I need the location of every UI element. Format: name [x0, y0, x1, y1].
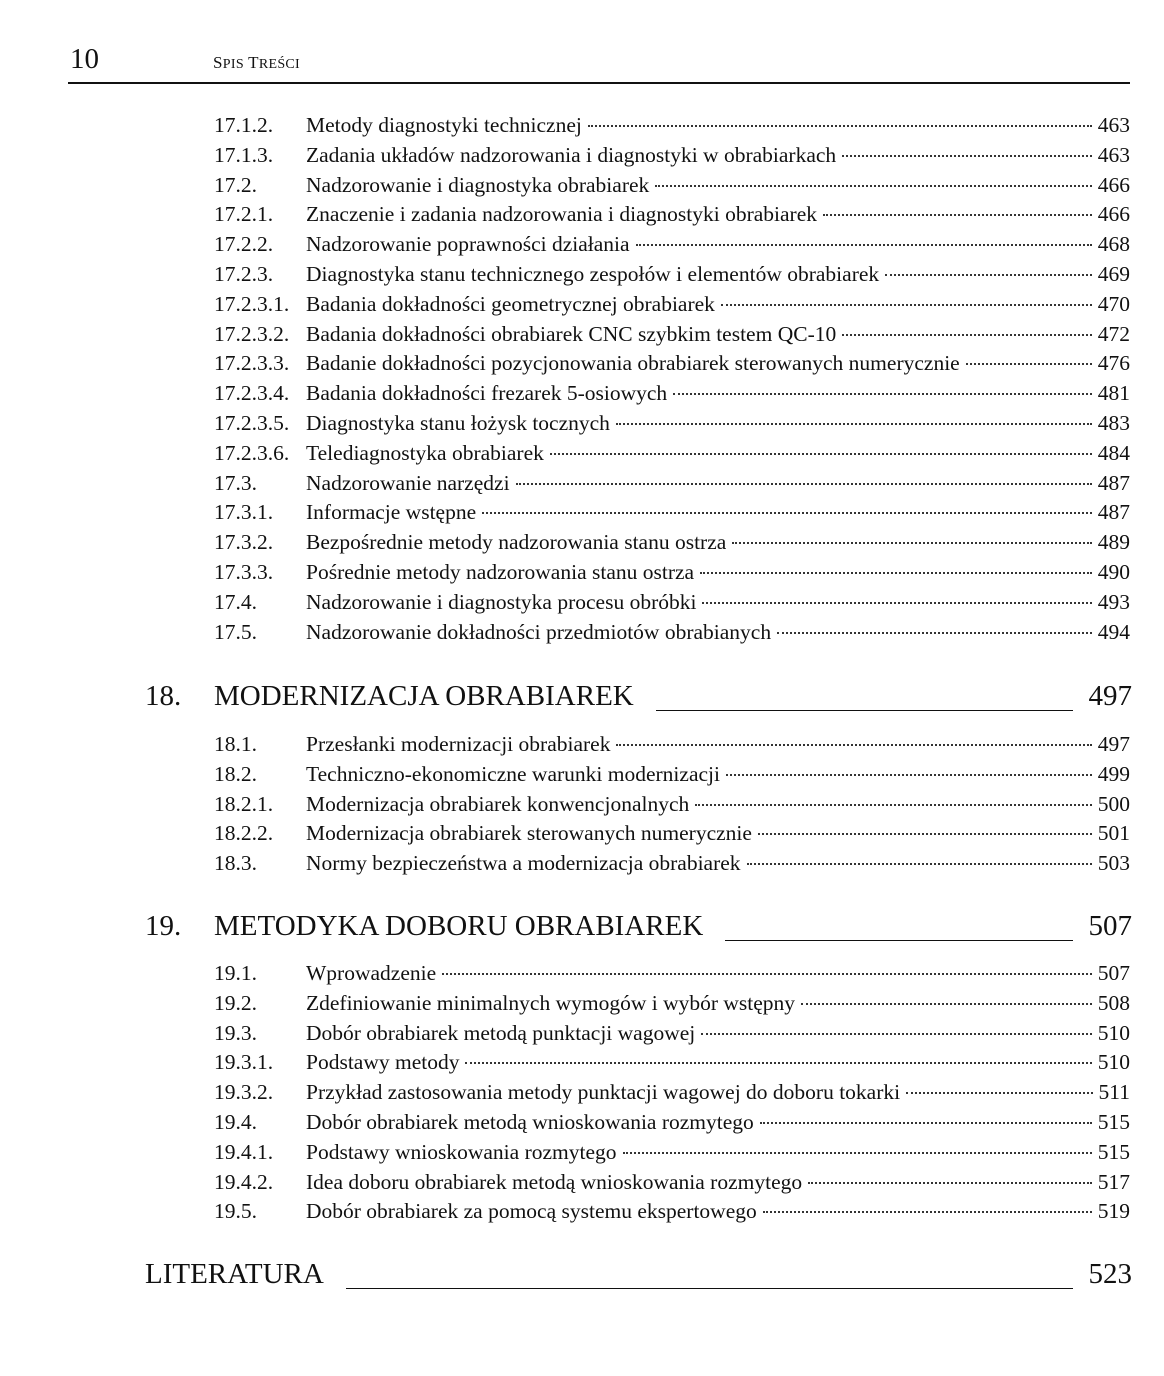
dot-leader [550, 453, 1092, 455]
toc-entry [214, 441, 1130, 471]
toc-entry [214, 232, 1130, 262]
dot-leader [616, 744, 1091, 746]
entry-page: 487 [1097, 470, 1130, 495]
entry-page: 463 [1097, 113, 1130, 137]
dot-leader [732, 542, 1091, 544]
toc-entry [214, 961, 1130, 991]
entry-number: 19.1. [214, 961, 257, 985]
toc-entry [214, 991, 1130, 1021]
entry-title: Metody diagnostyki technicznej [306, 113, 582, 137]
toc-entry [214, 560, 1130, 590]
entry-page: 484 [1097, 440, 1130, 465]
dot-leader [808, 1182, 1092, 1184]
entry-number: 17.3.1. [214, 500, 274, 525]
toc-entry [214, 1050, 1130, 1080]
entry-number: 19.5. [214, 1199, 257, 1224]
page-number: 10 [70, 43, 99, 75]
toc-entry [214, 530, 1130, 560]
entry-title: Modernizacja obrabiarek sterowanych numerycznie [306, 821, 752, 846]
entry-page: 476 [1097, 351, 1130, 376]
toc-entry [214, 381, 1130, 411]
entry-title: Diagnostyka stanu technicznego zespołów i elementów obrabiarek [306, 262, 880, 286]
entry-page: 515 [1097, 1110, 1130, 1134]
entry-title: Dobór obrabiarek za pomocą systemu ekspertowego [306, 1199, 757, 1224]
entry-title: Nadzorowanie i diagnostyka procesu obróbki [306, 589, 697, 614]
entry-number: 17.1.3. [214, 142, 274, 167]
entry-number: 19.4.2. [214, 1169, 274, 1194]
toc-entry [214, 500, 1130, 530]
dot-leader [701, 1033, 1091, 1035]
chapter-rule [346, 1288, 1073, 1289]
chapter-number: 19. [145, 910, 182, 942]
entry-page: 472 [1097, 321, 1130, 346]
toc-entry [214, 471, 1130, 501]
entry-title: Dobór obrabiarek metodą wnioskowania rozmytego [306, 1110, 754, 1134]
entry-number: 19.2. [214, 990, 257, 1015]
chapter-heading [145, 910, 1132, 950]
chapter-heading [145, 1258, 1132, 1298]
chapter-number: 18. [145, 680, 182, 712]
dot-leader [655, 185, 1091, 187]
entry-page: 500 [1097, 791, 1130, 816]
entry-title: Zadania układów nadzorowania i diagnostyki w obrabiarkach [306, 142, 837, 167]
entry-page: 468 [1097, 232, 1130, 257]
entry-page: 483 [1097, 411, 1130, 435]
entry-number: 19.3.1. [214, 1050, 274, 1075]
entry-page: 489 [1097, 530, 1130, 555]
dot-leader [842, 155, 1092, 157]
entry-number: 17.3.2. [214, 530, 274, 555]
entry-number: 19.3. [214, 1020, 257, 1045]
dot-leader [702, 602, 1091, 604]
entry-page: 481 [1097, 381, 1130, 406]
dot-leader [482, 512, 1092, 514]
entry-title: Idea doboru obrabiarek metodą wnioskowania rozmytego [306, 1169, 803, 1194]
entry-page: 469 [1097, 262, 1130, 286]
toc-entry [214, 792, 1130, 822]
toc-entry [214, 1021, 1130, 1051]
page-header [68, 40, 1130, 84]
dot-leader [695, 804, 1091, 806]
toc-entry [214, 1199, 1130, 1229]
entry-title: Nadzorowanie narzędzi [306, 470, 510, 495]
entry-page: 463 [1097, 142, 1130, 167]
dot-leader [885, 274, 1092, 276]
entry-page: 501 [1097, 821, 1130, 846]
toc-entry [214, 821, 1130, 851]
toc-entry [214, 143, 1130, 173]
dot-leader [721, 304, 1092, 306]
chapter-heading [145, 680, 1132, 720]
dot-leader [516, 483, 1092, 485]
entry-page: 470 [1097, 291, 1130, 316]
toc-entry [214, 173, 1130, 203]
dot-leader [726, 774, 1092, 776]
entry-number: 17.2.2. [214, 232, 274, 257]
dot-leader [777, 632, 1092, 634]
chapter-title: MODERNIZACJA OBRABIAREK [214, 680, 634, 712]
chapter-page: 523 [1088, 1258, 1132, 1290]
dot-leader [465, 1062, 1091, 1064]
dot-leader [636, 244, 1092, 246]
entry-number: 17.2.3.5. [214, 411, 290, 435]
entry-number: 17.1.2. [214, 113, 274, 137]
dot-leader [823, 214, 1092, 216]
entry-title: Przykład zastosowania metody punktacji wagowej do doboru tokarki [306, 1080, 901, 1105]
chapter-title: METODYKA DOBORU OBRABIAREK [214, 910, 704, 942]
entry-page: 515 [1097, 1139, 1130, 1164]
entry-page: 517 [1097, 1169, 1130, 1194]
entry-number: 18.3. [214, 851, 257, 876]
entry-number: 17.2.3.3. [214, 351, 290, 376]
toc-entry [214, 762, 1130, 792]
dot-leader [966, 363, 1092, 365]
entry-number: 17.5. [214, 619, 257, 644]
entry-title: Bezpośrednie metody nadzorowania stanu ostrza [306, 530, 727, 555]
chapter-rule [725, 940, 1072, 941]
toc-entry [214, 1080, 1130, 1110]
toc-entry [214, 1110, 1130, 1140]
entry-title: Zdefiniowanie minimalnych wymogów i wybór wstępny [306, 990, 796, 1015]
entry-page: 510 [1097, 1020, 1130, 1045]
entry-title: Podstawy metody [306, 1050, 460, 1075]
entry-page: 466 [1097, 172, 1130, 197]
entry-title: Nadzorowanie i diagnostyka obrabiarek [306, 172, 650, 197]
dot-leader [906, 1092, 1092, 1094]
chapter-title: LITERATURA [145, 1258, 324, 1290]
entry-number: 18.2.1. [214, 791, 274, 816]
entry-page: 493 [1097, 589, 1130, 614]
entry-title: Podstawy wnioskowania rozmytego [306, 1139, 617, 1164]
chapter-page: 497 [1088, 680, 1132, 712]
entry-title: Techniczno-ekonomiczne warunki modernizacji [306, 761, 720, 786]
chapter-page: 507 [1088, 910, 1132, 942]
dot-leader [758, 833, 1092, 835]
dot-leader [588, 125, 1092, 127]
toc-entry [214, 351, 1130, 381]
entry-title: Normy bezpieczeństwa a modernizacja obrabiarek [306, 851, 741, 876]
dot-leader [442, 973, 1092, 975]
toc-entry [214, 1170, 1130, 1200]
toc-entry [214, 202, 1130, 232]
entry-page: 503 [1097, 851, 1130, 876]
entry-page: 494 [1097, 619, 1130, 644]
entry-title: Diagnostyka stanu łożysk tocznych [306, 411, 610, 435]
toc-entry [214, 851, 1130, 881]
entry-number: 17.2.3. [214, 262, 274, 286]
dot-leader [842, 334, 1092, 336]
entry-number: 17.2.3.2. [214, 321, 290, 346]
toc-entry [214, 590, 1130, 620]
dot-leader [763, 1211, 1092, 1213]
entry-title: Pośrednie metody nadzorowania stanu ostrza [306, 560, 695, 584]
entry-title: Badanie dokładności pozycjonowania obrabiarek sterowanych numerycznie [306, 351, 960, 376]
entry-page: 487 [1097, 500, 1130, 525]
chapter-rule [656, 710, 1073, 711]
entry-number: 18.2.2. [214, 821, 274, 846]
entry-page: 490 [1097, 560, 1130, 584]
entry-page: 519 [1097, 1199, 1130, 1224]
entry-number: 17.4. [214, 589, 257, 614]
entry-number: 18.1. [214, 732, 257, 756]
entry-number: 17.2.3.6. [214, 440, 290, 465]
entry-title: Modernizacja obrabiarek konwencjonalnych [306, 791, 690, 816]
dot-leader [747, 863, 1092, 865]
entry-title: Nadzorowanie poprawności działania [306, 232, 630, 257]
dot-leader [801, 1003, 1092, 1005]
entry-page: 497 [1097, 732, 1130, 756]
entry-number: 17.3. [214, 470, 257, 495]
entry-number: 17.2.1. [214, 202, 274, 227]
entry-page: 507 [1097, 961, 1130, 985]
dot-leader [700, 572, 1092, 574]
entry-title: Badania dokładności geometrycznej obrabiarek [306, 291, 715, 316]
toc-entry [214, 262, 1130, 292]
toc-entry [214, 732, 1130, 762]
entry-number: 19.3.2. [214, 1080, 274, 1105]
entry-title: Dobór obrabiarek metodą punktacji wagowej [306, 1020, 696, 1045]
entry-number: 19.4. [214, 1110, 257, 1134]
dot-leader [673, 393, 1092, 395]
entry-number: 17.2.3.4. [214, 381, 290, 406]
entry-title: Wprowadzenie [306, 961, 437, 985]
dot-leader [623, 1152, 1092, 1154]
entry-number: 17.2. [214, 172, 257, 197]
toc-entry [214, 620, 1130, 650]
entry-title: Informacje wstępne [306, 500, 477, 525]
toc-entry [214, 1140, 1130, 1170]
entry-title: Nadzorowanie dokładności przedmiotów obrabianych [306, 619, 772, 644]
entry-title: Przesłanki modernizacji obrabiarek [306, 732, 611, 756]
entry-title: Znaczenie i zadania nadzorowania i diagnostyki obrabiarek [306, 202, 817, 227]
entry-page: 508 [1097, 990, 1130, 1015]
toc-entry [214, 113, 1130, 143]
entry-number: 17.3.3. [214, 560, 274, 584]
toc-entry [214, 411, 1130, 441]
dot-leader [760, 1122, 1092, 1124]
entry-title: Badania dokładności obrabiarek CNC szybkim testem QC-10 [306, 321, 837, 346]
entry-number: 17.2.3.1. [214, 291, 290, 316]
entry-number: 18.2. [214, 761, 257, 786]
running-title: SPIS TREŚCI [213, 53, 301, 72]
dot-leader [616, 423, 1092, 425]
entry-page: 510 [1097, 1050, 1130, 1075]
toc-entry [214, 292, 1130, 322]
entry-page: 466 [1097, 202, 1130, 227]
toc-entry [214, 322, 1130, 352]
entry-page: 499 [1097, 761, 1130, 786]
entry-title: Telediagnostyka obrabiarek [306, 440, 544, 465]
entry-page: 511 [1098, 1080, 1130, 1105]
entry-title: Badania dokładności frezarek 5-osiowych [306, 381, 668, 406]
entry-number: 19.4.1. [214, 1139, 274, 1164]
